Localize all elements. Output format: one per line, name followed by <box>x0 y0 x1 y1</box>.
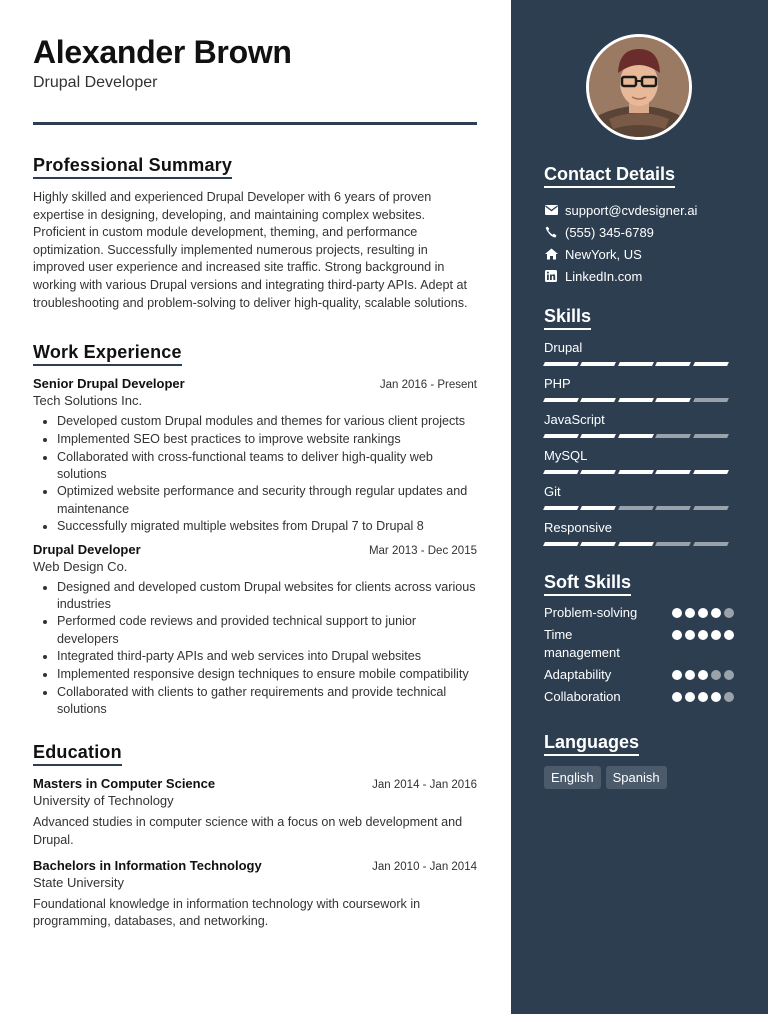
rating-dot <box>698 608 708 618</box>
rating-dot <box>672 670 682 680</box>
skill-level-segment <box>543 506 579 510</box>
contact-phone-text: (555) 345-6789 <box>565 224 654 240</box>
experience-heading: Work Experience <box>33 342 182 366</box>
experience-section <box>33 342 477 718</box>
skill-level-segment <box>580 398 616 402</box>
bullet-item: • Collaborated with clients to gather requirements and provide technical solutions <box>57 684 477 718</box>
soft-skill-item <box>544 626 734 662</box>
candidate-role: Drupal Developer <box>33 74 158 91</box>
skill-item <box>544 412 734 438</box>
summary-text: Highly skilled and experienced Drupal Developer with 6 years of proven expertise in designing, developing, and maintaining complex websites. Proficient in custom module development, theming, and performance optimization. Successfully implemented numerous projects, resulting in improved user experience and increased site traffic. Strong background in working with various Drupal versions and integrating third-party APIs. Adept at troubleshooting and problem-solving to deliver high-quality, scalable solutions. <box>33 190 468 310</box>
soft-skill-rating <box>672 692 734 702</box>
contact-email[interactable] <box>544 202 734 218</box>
bullet-item: • Successfully migrated multiple websites from Drupal 7 to Drupal 8 <box>57 518 477 535</box>
rating-dot <box>711 608 721 618</box>
rating-dot <box>711 670 721 680</box>
rating-dot <box>685 608 695 618</box>
bullet-item: • Optimized website performance and security through regular updates and maintenance <box>57 483 477 517</box>
bullet-item: • Designed and developed custom Drupal websites for clients across various industries <box>57 579 477 613</box>
language-tag: Spanish <box>606 766 667 789</box>
education-date: Jan 2010 - Jan 2014 <box>372 861 477 874</box>
soft-skill-name: Problem-solving <box>544 605 638 620</box>
sidebar <box>511 0 768 1014</box>
skill-level-bar <box>544 398 734 402</box>
skill-level-segment <box>580 506 616 510</box>
skill-level-segment <box>693 434 729 438</box>
contact-email-text: support@cvdesigner.ai <box>565 202 698 218</box>
skill-level-segment <box>543 542 579 546</box>
soft-skill-name: Adaptability <box>544 667 612 682</box>
education-description: Foundational knowledge in information technology with coursework in programming, databases, and networking. <box>33 897 421 929</box>
job-entry <box>33 542 477 719</box>
skill-name: MySQL <box>544 448 588 463</box>
skill-level-segment <box>618 470 654 474</box>
header-divider <box>33 122 477 125</box>
contact-phone[interactable] <box>544 224 734 240</box>
skills-section <box>544 306 734 546</box>
skill-item <box>544 340 734 366</box>
contact-section <box>544 164 734 284</box>
soft-skill-name: Collaboration <box>544 689 621 704</box>
skills-heading: Skills <box>544 306 591 330</box>
skill-level-segment <box>580 542 616 546</box>
soft-skill-item <box>544 688 734 706</box>
skill-name: Responsive <box>544 520 612 535</box>
skill-name: Git <box>544 484 561 499</box>
education-entry <box>33 776 477 849</box>
skill-name: Drupal <box>544 340 583 355</box>
rating-dot <box>685 670 695 680</box>
home-icon <box>544 247 558 261</box>
bullet-item: • Performed code reviews and provided technical support to junior developers <box>57 613 477 647</box>
skill-level-segment <box>580 434 616 438</box>
skill-level-bar <box>544 506 734 510</box>
rating-dot <box>711 692 721 702</box>
rating-dot <box>698 630 708 640</box>
candidate-name: Alexander Brown <box>33 34 292 70</box>
skill-level-segment <box>655 470 691 474</box>
rating-dot <box>724 630 734 640</box>
skill-level-segment <box>618 434 654 438</box>
rating-dot <box>711 630 721 640</box>
skill-name: JavaScript <box>544 412 605 427</box>
contact-linkedin[interactable] <box>544 268 734 284</box>
skill-name: PHP <box>544 376 571 391</box>
skill-level-segment <box>693 506 729 510</box>
job-date: Mar 2013 - Dec 2015 <box>368 544 477 557</box>
job-company: Web Design Co. <box>33 558 128 574</box>
rating-dot <box>724 608 734 618</box>
skill-item <box>544 448 734 474</box>
soft-skill-name: Time management <box>544 627 620 660</box>
skill-level-segment <box>543 434 579 438</box>
skill-level-segment <box>618 398 654 402</box>
profile-photo <box>586 34 692 140</box>
skill-item <box>544 484 734 510</box>
education-date: Jan 2014 - Jan 2016 <box>372 779 477 792</box>
languages-section <box>544 732 734 789</box>
education-description: Advanced studies in computer science with a focus on web development and Drupal. <box>33 815 463 847</box>
job-title: Senior Drupal Developer <box>33 376 185 392</box>
soft-skill-rating <box>672 608 734 618</box>
summary-heading: Professional Summary <box>33 155 232 179</box>
contact-linkedin-text: LinkedIn.com <box>565 268 643 284</box>
rating-dot <box>672 692 682 702</box>
linkedin-icon <box>544 269 558 283</box>
soft-skill-item <box>544 666 734 684</box>
skill-level-bar <box>544 542 734 546</box>
skill-level-segment <box>618 506 654 510</box>
profile-photo-illustration <box>589 37 689 137</box>
skill-level-segment <box>693 542 729 546</box>
rating-dot <box>724 670 734 680</box>
skill-level-segment <box>580 470 616 474</box>
rating-dot <box>698 692 708 702</box>
skill-item <box>544 520 734 546</box>
education-entry <box>33 858 477 931</box>
language-tag: English <box>544 766 601 789</box>
languages-heading: Languages <box>544 732 639 756</box>
job-title: Drupal Developer <box>33 541 141 557</box>
skills-list <box>544 340 734 546</box>
contact-location <box>544 246 734 262</box>
summary-section <box>33 155 477 312</box>
bullet-item: • Implemented responsive design techniques to ensure mobile compatibility <box>57 666 477 683</box>
phone-icon <box>544 225 558 239</box>
school-name: State University <box>33 875 125 891</box>
skill-level-segment <box>693 470 729 474</box>
bullet-item: • Implemented SEO best practices to improve website rankings <box>57 431 477 448</box>
job-entry <box>33 376 477 535</box>
rating-dot <box>685 692 695 702</box>
degree-title: Bachelors in Information Technology <box>33 858 262 874</box>
rating-dot <box>724 692 734 702</box>
envelope-icon <box>544 203 558 217</box>
job-date: Jan 2016 - Present <box>379 379 477 392</box>
contact-heading: Contact Details <box>544 164 675 188</box>
school-name: University of Technology <box>33 793 174 809</box>
soft-skills-section <box>544 572 734 706</box>
skill-level-segment <box>655 398 691 402</box>
skill-level-segment <box>543 470 579 474</box>
soft-skill-rating <box>672 670 734 680</box>
skill-level-segment <box>655 434 691 438</box>
bullet-item: • Developed custom Drupal modules and themes for various client projects <box>57 413 477 430</box>
skill-level-segment <box>543 362 579 366</box>
skill-level-segment <box>655 506 691 510</box>
contact-location-text: NewYork, US <box>565 246 642 262</box>
soft-skill-rating <box>672 630 734 640</box>
skill-level-segment <box>618 542 654 546</box>
skill-level-segment <box>618 362 654 366</box>
skill-level-segment <box>580 362 616 366</box>
skill-level-segment <box>693 362 729 366</box>
job-bullets <box>33 413 477 535</box>
education-section <box>33 742 477 931</box>
job-bullets <box>33 579 477 719</box>
degree-title: Masters in Computer Science <box>33 776 216 792</box>
skill-level-bar <box>544 470 734 474</box>
bullet-item: • Collaborated with cross-functional teams to deliver high-quality web solutions <box>57 449 477 483</box>
rating-dot <box>685 630 695 640</box>
bullet-item: • Integrated third-party APIs and web services into Drupal websites <box>57 648 477 665</box>
skill-level-bar <box>544 362 734 366</box>
job-company: Tech Solutions Inc. <box>33 393 143 409</box>
skill-level-segment <box>655 542 691 546</box>
rating-dot <box>672 630 682 640</box>
education-heading: Education <box>33 742 122 766</box>
skill-level-segment <box>693 398 729 402</box>
rating-dot <box>698 670 708 680</box>
skill-level-segment <box>655 362 691 366</box>
soft-skill-item <box>544 604 734 622</box>
skill-item <box>544 376 734 402</box>
skill-level-bar <box>544 434 734 438</box>
skill-level-segment <box>543 398 579 402</box>
soft-skills-heading: Soft Skills <box>544 572 631 596</box>
rating-dot <box>672 608 682 618</box>
